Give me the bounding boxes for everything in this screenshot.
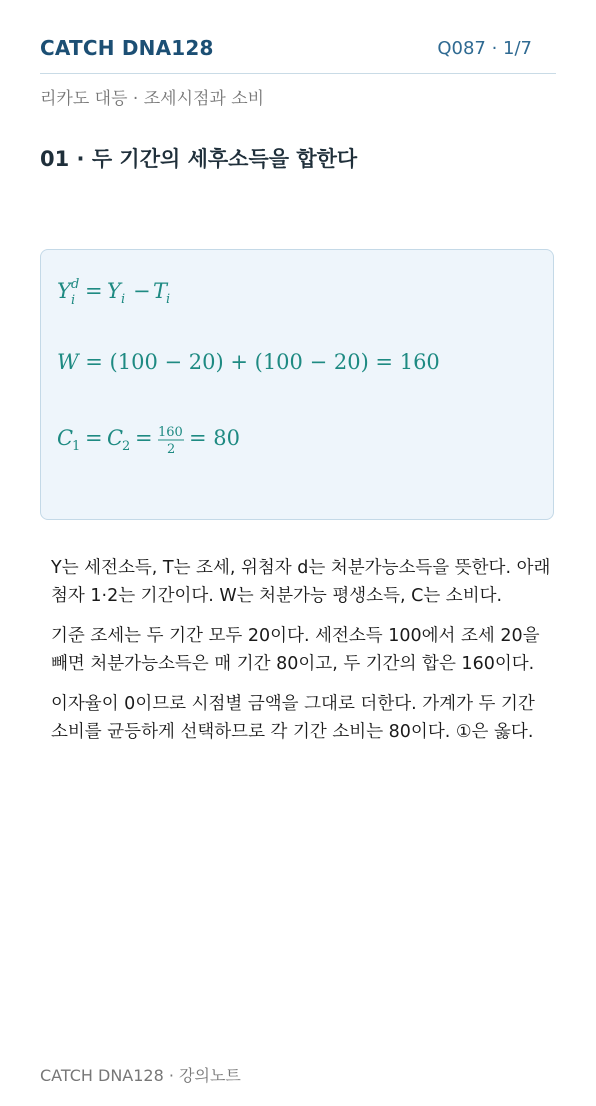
- svg-text:Y: Y: [57, 279, 71, 303]
- svg-text:=: =: [135, 426, 153, 450]
- svg-text:C: C: [107, 426, 124, 450]
- svg-text:i: i: [71, 293, 76, 308]
- svg-text:= 80: = 80: [189, 426, 240, 450]
- explanation-paragraph-3: 이자율이 0이므로 시점별 금액을 그대로 더한다. 가계가 두 기간 소비를 균등하게 선택하므로 각 기간 소비는 80이다. ①은 옳다.: [51, 694, 535, 742]
- svg-text:2: 2: [122, 439, 131, 454]
- svg-text:1: 1: [72, 439, 81, 454]
- svg-text:T: T: [153, 279, 168, 303]
- svg-text:i: i: [121, 292, 126, 307]
- formula-1: [57, 277, 170, 308]
- formula-2: [57, 350, 440, 374]
- question-counter: Q087 · 1/7: [437, 38, 532, 59]
- svg-text:160: 160: [158, 425, 183, 440]
- svg-text:=: =: [85, 279, 103, 303]
- formula-3: [57, 425, 240, 457]
- svg-text:−: −: [133, 279, 151, 303]
- brand-title: CATCH DNA128: [40, 36, 214, 60]
- svg-text:i: i: [166, 292, 171, 307]
- formula-svg: [41, 250, 555, 521]
- explanation-paragraph-1: Y는 세전소득, T는 조세, 위첨자 d는 처분가능소득을 뜻한다. 아래첨자 1·2는 기간이다. W는 처분가능 평생소득, C는 소비다.: [51, 558, 551, 606]
- explanation-paragraph-2: 기준 조세는 두 기간 모두 20이다. 세전소득 100에서 조세 20을 빼면 처분가능소득은 매 기간 80이고, 두 기간의 합은 160이다.: [51, 626, 540, 674]
- svg-text:=: =: [85, 426, 103, 450]
- svg-text:Y: Y: [107, 279, 121, 303]
- topic-subtitle: 리카도 대등 · 조세시점과 소비: [40, 89, 265, 109]
- svg-text:d: d: [71, 277, 80, 292]
- footer: CATCH DNA128 · 강의노트: [40, 1066, 241, 1085]
- svg-text:2: 2: [167, 442, 176, 457]
- step-title: 01 · 두 기간의 세후소득을 합한다: [40, 147, 358, 171]
- header: [40, 36, 556, 74]
- svg-text:W = (100 − 20) + (100 − 20) =: W = (100 − 20) + (100 − 20) = 160: [57, 350, 440, 374]
- svg-text:C: C: [57, 426, 74, 450]
- formula-box: [40, 249, 554, 520]
